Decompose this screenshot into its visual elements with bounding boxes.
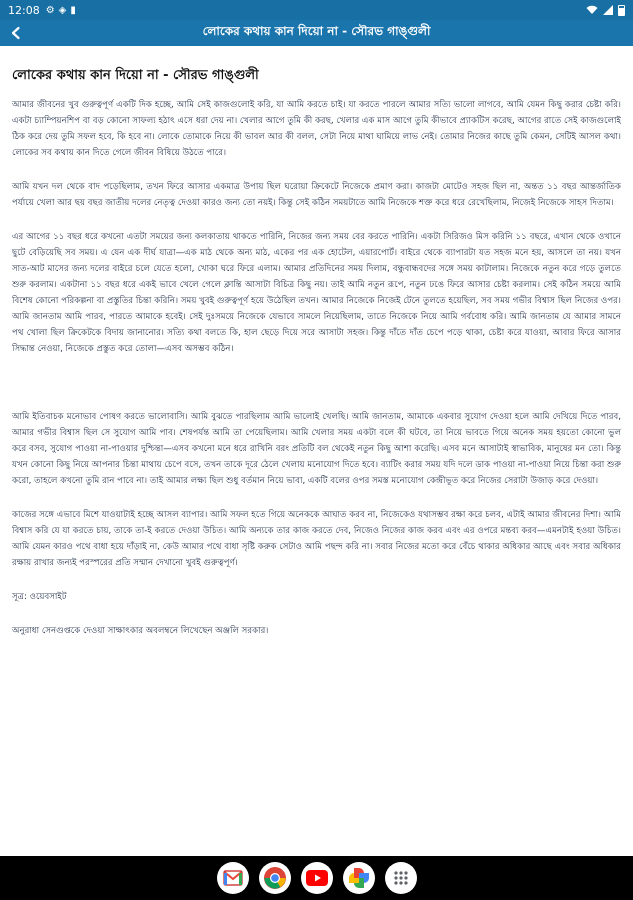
shield-icon: ◈: [58, 4, 67, 16]
article-paragraph: আমার জীবনের খুব গুরুত্বপূর্ণ একটি দিক হচ্ছে, আমি সেই কাজগুলোই করি, যা আমি করতে চাই। যা করতে পারলে আমার সত্যি ভালো লাগবে, আমি যেমন কিছু করার চেষ্টা করি। একটা চ্যাম্পিয়নশিপ বা বড় কোনো সাফল্য হঠাৎ এসে ধরা দেয় না। খেলার আগে তুমি কী করছ, খেলার এক মাস আগে তুমি কীভাবে প্র্যাকটিস করেছ, আগের রাতে সেই কাজগুলোই ঠিক করে দেয় তুমি সফল হবে, কি হবে না। লোকে তোমাকে নিয়ে কী ভাবল আর কী বলল, সেটা নিয়ে মাথা ঘামিয়ে লাভ নেই। তোমার নিজের কাছে তুমি কেমন, সেটিই আসল কথা। লোকের সব কথায় কান দিতে গেলে জীবন বিষিয়ে উঠতে পারে।: [12, 100, 621, 158]
nav-bar: [0, 856, 633, 900]
battery-icon: [618, 5, 625, 16]
back-button[interactable]: [6, 23, 26, 43]
article-paragraph: এর আগের ১১ বছর ধরে কখনো এতটা সময়ের জন্য কলকাতায় থাকতে পারিনি, নিজের জন্য সময় বের করতে পারিনি। একটা সিরিজও মিস করিনি ১১ বছরে, এখান থেকে ওখানে ছুটে বেড়িয়েছি সব সময়। এ যেন এক দীর্ঘ যাত্রা—এক মাঠ থেকে অন্য মাঠ, একের পর এক হোটেল, এয়ারপোর্ট। বাইরে থেকে ব্যাপারটা যত সহজ মনে হয়, আসলে তা নয়। যখন সাত-আট মাসের জন্য দলের বাইরে চলে যেতে হলো, খোকা ঘরে ফিরে এলাম। আমার প্রতিদিনের সময় দিলাম, বন্ধুবান্ধবদের সঙ্গে সময় কাটালাম। নিজেকে নতুন করে গড়ে তুলতে শুরু করলাম। একটানা ১১ বছর ধরে একই ভাবে খেলে গেলে ক্লান্তি আসাটা বিচিত্র কিছু নয়। তাই আমি নতুন রূপে, নতুন ঢঙে ফিরে আসার চেষ্টা করলাম। সেই কঠিন সময়ে আমি বিশেষ কোনো পরিকল্পনা বা প্রস্তুতির চিন্তা করিনি। সময় খুবই গুরুত্বপূর্ণ হয়ে উঠেছিল তখন। আমার নিজেকে নিজেই টেনে তুলতে হয়েছিল, সব সময় গভীর বিশ্বাস ছিল নিজের ওপর। আমি জানতাম আমি পারব, পারতে আমাকে হবেই। সেই দুঃসময়ে নিজেকে যেভাবে সামলে নিয়েছিলাম, তাতে নিজেকে নিয়ে আমি গর্ববোধ করি। আমি জানতাম যে আমার সামনে পথ খোলা ছিল ক্রিকেটকে বিদায় জানানোর। সত্যি কথা বলতে কি, হাল ছেড়ে দিয়ে সরে আসাটা সহজ। কিন্তু দাঁতে দাঁত চেপে পড়ে থাকা, চেষ্টা করে যাওয়া, আবার ফিরে আসার সিদ্ধান্ত নেওয়া, নিজেকে প্রস্তুত করে তোলা—এসব অসম্ভব কঠিন।: [12, 232, 621, 354]
app-bar-title: লোকের কথায় কান দিয়ো না - সৌরভ গাঙ্গুলী: [202, 24, 431, 38]
app-bar: [0, 20, 633, 46]
app-drawer-icon: [393, 870, 409, 886]
article-paragraph: আমি যখন দল থেকে বাদ পড়েছিলাম, তখন ফিরে আসার একমাত্র উপায় ছিল ঘরোয়া ক্রিকেটে নিজেকে প্রমাণ করা। কাজটা মোটেও সহজ ছিল না, অন্তত ১১ বছর আন্তর্জাতিক পর্যায়ে খেলা আর ছয় বছর জাতীয় দলের নেতৃত্ব দেওয়া কারও জন্য তো নয়ই। কিন্তু সেই কঠিন সময়টাতে আমি নিজেকে শক্ত করে ধরে রেখেছিলাম, নিজেই নিজেকে সাহস দিতাম।: [12, 182, 621, 208]
status-bar: [0, 0, 633, 20]
gmail-icon: [223, 870, 243, 886]
youtube-icon: [306, 870, 328, 886]
article-paragraph: কাজের সঙ্গে এভাবে মিশে যাওয়াটাই হচ্ছে আসল ব্যাপার। আমি সফল হতে গিয়ে অনেককে আঘাত করব না, নিজেকেও যথাসম্ভব রক্ষা করে চলব, এটাই আমার জীবনের দিশা। আমি বিশ্বাস করি যে যা করতে চায়, তাকে তা-ই করতে দেওয়া উচিত। আমি অন্যকে তার কাজ করতে দেব, নিজেও নিজের কাজ করব এবং এর ওপরে মন্তব্য করব—এমনটাই হওয়া উচিত। আমি যেমন কারও পথে বাধা হয়ে দাঁড়াই না, কেউ আমার পথে বাধা সৃষ্টি করুক সেটাও আমি পছন্দ করি না। সবার নিজের মতো করে বেঁচে থাকার অধিকার আছে এবং সবার অধিকার রক্ষায় রাখার জন্যই পরস্পরের প্রতি সম্মান দেখানো খুবই গুরুত্বপূর্ণ।: [12, 510, 621, 568]
gmail-app[interactable]: [217, 862, 249, 894]
status-right: [586, 5, 625, 16]
signal-icon: [603, 5, 613, 15]
article-source: সূত্র: ওয়েবসাইট: [12, 592, 67, 602]
wifi-icon: [586, 5, 598, 15]
article-paragraph: আমি ইতিবাচক মনোভাব পোষণ করতে ভালোবাসি। আমি বুঝতে পারছিলাম আমি ভালোই খেলছি। আমি জানতাম, আমাকে একবার সুযোগ দেওয়া হলে আমি দেখিয়ে দিতে পারব, আমার গভীর বিশ্বাস ছিল সে সুযোগ আমি পাব। শেষপর্যন্ত আমি তা পেয়েছিলাম। আমি খেলার সময় একটা বলে কী ঘটবে, তা নিয়ে ভাবতে গিয়ে অনেক সময় হয়তো কোনো ভুল করে বসব, সুযোগ পাওয়া না-পাওয়ার দুশ্চিন্তা—এসব কখনো মনে ধরে রাখিনি বরং প্রতিটি বল থেকেই নতুন কিছু আশা করেছি। এসব মনে আসাটাই স্বাভাবিক, মানুষের মন তো। কিন্তু যখন কোনো কিছু নিয়ে আপনার চিন্তা মাথায় চেপে বসে, তখন তাকে দূরে ঠেলে খেলায় মনোযোগ দিতে হবে। ব্যাটিং করার সময় যদি দলে ডাক পাওয়া না-পাওয়া নিয়ে চিন্তা করা শুরু করো, তাহলে কখনো তুমি রান পাবে না। তাই আমার লক্ষ্য ছিল শুধু বর্তমান নিয়ে ভাবা, একটি বলের ওপর সমস্ত মনোযোগ কেন্দ্রীভূত করে নিজের সেরাটা উজাড় করে দেওয়া।: [12, 412, 621, 486]
chrome-icon: [263, 866, 287, 890]
youtube-app[interactable]: [301, 862, 333, 894]
photos-icon: [348, 867, 370, 889]
photos-app[interactable]: [343, 862, 375, 894]
sim-icon: ▮: [70, 4, 76, 16]
article-headline: লোকের কথায় কান দিয়ো না - সৌরভ গাঙ্গুলী: [12, 68, 259, 83]
article-content: [12, 62, 621, 657]
gear-icon: ⚙: [45, 4, 55, 16]
chrome-app[interactable]: [259, 862, 291, 894]
clock: 12:08: [8, 3, 40, 17]
app-drawer-button[interactable]: [385, 862, 417, 894]
article-credit: অনুরাধা সেনগুপ্তকে দেওয়া সাক্ষাৎকার অবলম্বনে লিখেছেন অঞ্জলি সরকার।: [12, 626, 269, 636]
back-arrow-icon: [9, 26, 23, 40]
